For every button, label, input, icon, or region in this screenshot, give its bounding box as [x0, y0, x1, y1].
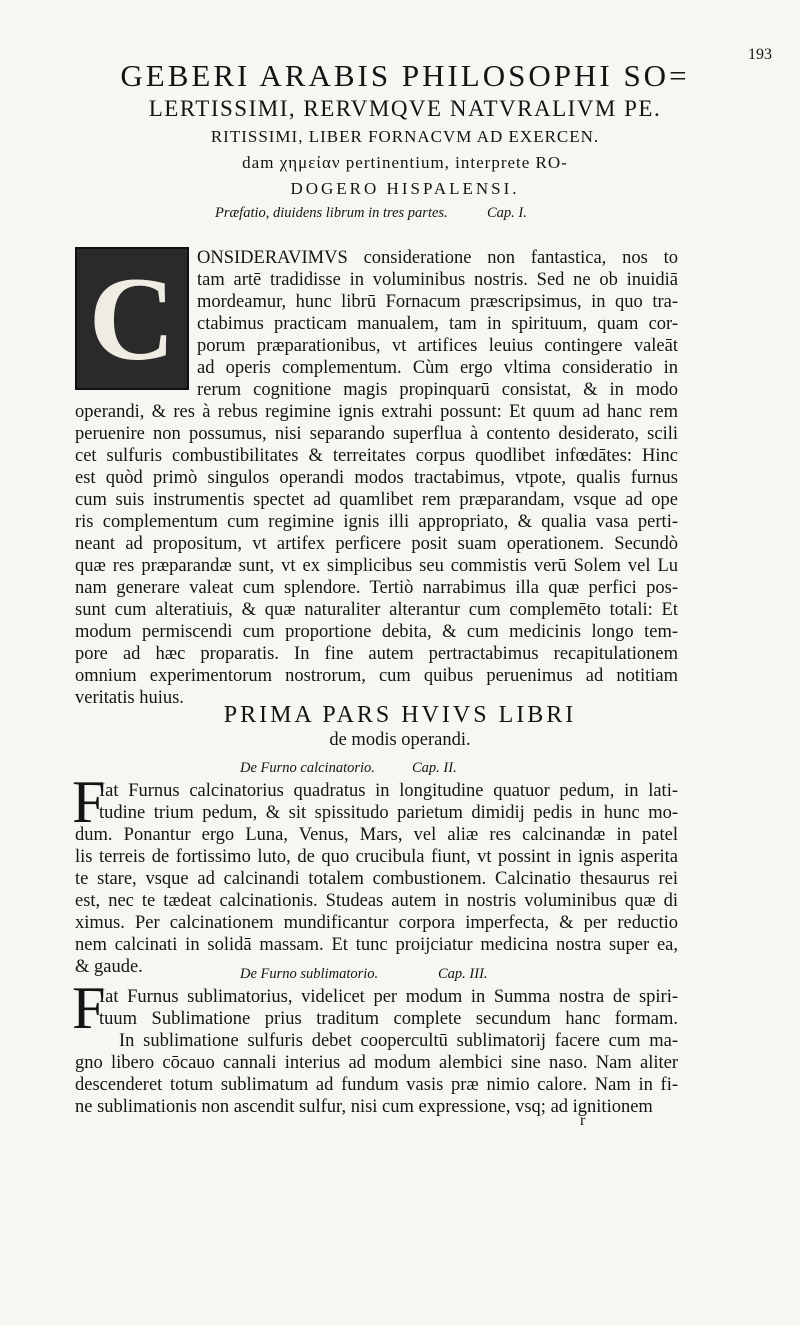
- text-line: gno libero cōcauo cannali interius ad modum alembici sine naso. Nam aliter: [75, 1053, 678, 1073]
- page-number: 193: [748, 46, 772, 63]
- text-line: cet sulfuris combustibilitates & terreitates corpus quodlibet infœdātes: Hinc: [75, 446, 678, 466]
- text-line: est, nec te tædeat calcinationis. Studeas autem in nostris voluminibus quæ di: [75, 891, 678, 911]
- preface-heading-cap: Cap. I.: [487, 205, 527, 221]
- title-line-5: DOGERO HISPALENSI.: [290, 179, 520, 198]
- chapter-2-heading-text: De Furno calcinatorio.: [240, 760, 375, 776]
- text-line: descenderet totum sublimatum ad fundum vasis præ nimio calore. Nam in fi-: [75, 1075, 678, 1095]
- chapter-2-paragraph: [75, 780, 678, 978]
- text-line: In sublimatione sulfuris debet coopercultū sublimatorij facere cum ma-: [119, 1031, 678, 1051]
- signature-mark: r: [580, 1112, 586, 1129]
- text-line: Iat Furnus calcinatorius quadratus in longitudine quatuor pedum, in lati-: [99, 781, 678, 801]
- preface-paragraph: [75, 247, 678, 709]
- text-line: & gaude.: [75, 957, 143, 977]
- title-line-4: dam χημείαν pertinentium, interprete RO-: [242, 153, 568, 172]
- title-line-2: LERTISSIMI, RERVMQVE NATVRALIVM PE.: [148, 96, 662, 121]
- section-subtitle: de modis operandi.: [329, 730, 471, 750]
- chapter-3-initial: F: [72, 975, 106, 1041]
- text-line: quæ res præparandæ sunt, vt ex simplicibus seu commistis verū Solem vel Lu: [75, 556, 678, 576]
- text-line: ctabimus practicam manualem, tam in spirituum, quam cor-: [197, 314, 678, 334]
- text-line: operandi, & res à rebus regimine ignis extrahi possunt: Et quum ad hanc rem: [75, 402, 678, 422]
- chapter-3-heading: [240, 966, 540, 983]
- text-line: nem calcinati in solidā massam. Et tunc proijciatur medicina nostra super ea,: [75, 935, 678, 955]
- text-line: nam generare valeat cum splendore. Tertiò narrabimus illa quæ perfici pos-: [75, 578, 678, 598]
- text-line: lis terreis de fortissimo luto, de quo crucibula fiunt, vt possint in ignis asperita: [75, 847, 678, 867]
- text-line: tuum Sublimatione prius traditum complete secundum hanc formam.: [99, 1009, 678, 1029]
- text-line: ne sublimationis non ascendit sulfur, nisi cum expressione, vsq; ad ignitionem: [75, 1097, 653, 1117]
- text-line: est quòd primò singulos operandi modos tractabimus, vtpote, qualis furnus: [75, 468, 678, 488]
- preface-heading-text: Præfatio, diuidens librum in tres partes.: [215, 205, 448, 221]
- text-line: pore ad hæc proparatis. In fine autem pertractabimus recapitulationem: [75, 644, 678, 664]
- title-line-3: RITISSIMI, LIBER FORNACVM AD EXERCEN.: [210, 127, 600, 146]
- book-title: [60, 58, 750, 202]
- text-line: omnium experimentorum nostrorum, cum quibus peruenimus ad notitiam: [75, 666, 678, 686]
- text-line: ad operis complementum. Cùm ergo vltima consideratio in: [197, 358, 678, 378]
- section-title: PRIMA PARS HVIVS LIBRI: [223, 702, 577, 728]
- text-line: Iat Furnus sublimatorius, videlicet per modum in Summa nostra de spiri-: [99, 987, 678, 1007]
- chapter-3-heading-text: De Furno sublimatorio.: [240, 966, 379, 982]
- chapter-2-heading-cap: Cap. II.: [412, 760, 457, 776]
- text-line: rerum cognitione magis propinquarū consistat, & in modo: [197, 380, 678, 400]
- chapter-2-initial: F: [72, 769, 106, 835]
- text-line: neant ad propositum, vt artifex perficere posit suam operationem. Secundò: [75, 534, 678, 554]
- chapter-3-heading-cap: Cap. III.: [438, 966, 488, 982]
- text-line: cum suis instrumentis spectet ad quamlibet rem præparandam, vsque ad ope: [75, 490, 678, 510]
- text-line: tudine trium pedum, & sit spissitudo parietum dimidij pedis in hunc mo-: [99, 803, 678, 823]
- chapter-2-heading: [240, 760, 540, 777]
- text-line: peruenire non possumus, nisi separando superflua à contento desiderato, scili: [75, 424, 678, 444]
- text-line: porum præparationibus, vt artifices leuius contingere valeāt: [197, 336, 678, 356]
- text-line: sunt cum alteratiuis, & quæ naturaliter alterantur cum complemēto totali: Et: [75, 600, 678, 620]
- text-line: ximus. Per calcinationem mundificantur corpora imperfecta, & per reductio: [75, 913, 678, 933]
- text-line: ONSIDERAVIMVS consideratione non fantastica, nos to: [197, 248, 678, 268]
- text-line: modum permiscendi cum proportione debita, & cum medicinis longo tem-: [75, 622, 678, 642]
- decorated-initial-letter: C: [88, 251, 176, 385]
- text-line: mordeamur, hunc librū Fornacum præscripsimus, in quo tra-: [197, 292, 678, 312]
- text-line: tam artē tradidisse in voluminibus nostris. Sed ne ob inuidiā: [197, 270, 678, 290]
- text-line: veritatis huius.: [75, 688, 184, 708]
- chapter-3-paragraph: [75, 986, 678, 1118]
- text-line: te stare, vsque ad calcinandi totalem combustionem. Calcinatio thesaurus rei: [75, 869, 678, 889]
- title-line-1: GEBERI ARABIS PHILOSOPHI SO=: [120, 58, 690, 93]
- text-line: dum. Ponantur ergo Luna, Venus, Mars, vel aliæ res calcinandæ in patel: [75, 825, 678, 845]
- preface-heading: [215, 205, 555, 222]
- text-line: ris complementum cum regimine ignis illi appropriato, & qualia vasa perti-: [75, 512, 678, 532]
